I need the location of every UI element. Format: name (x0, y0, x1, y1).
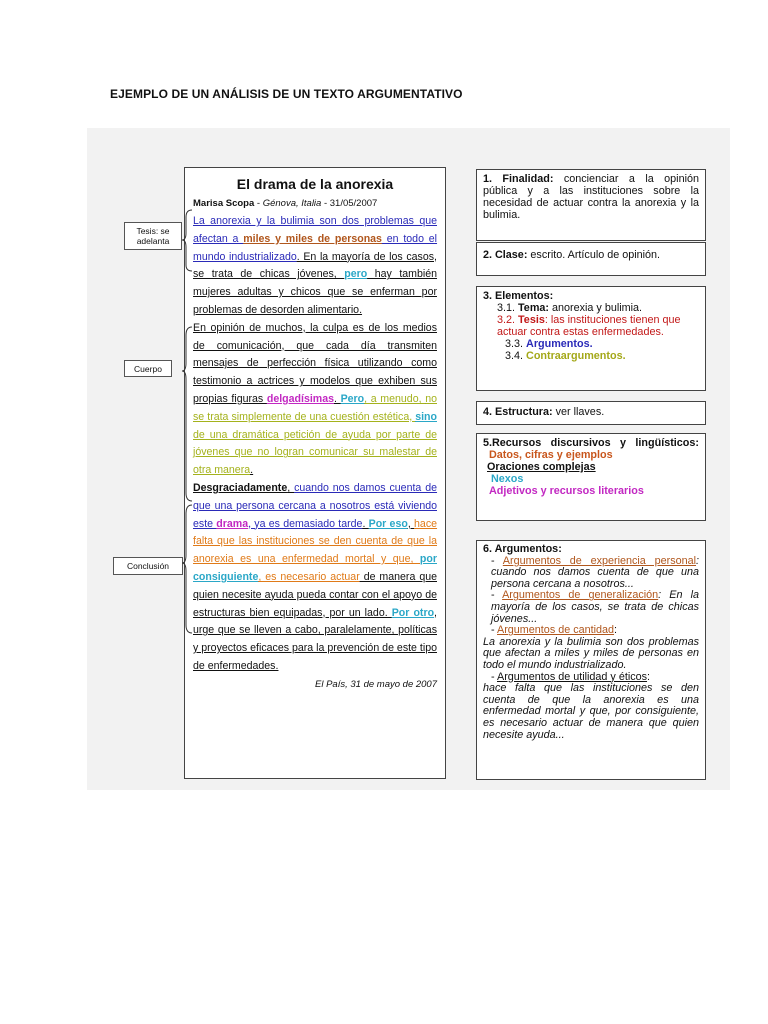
nexo-sino: sino (415, 410, 437, 423)
experiencia-segment: cuando nos damos cuenta de que una persona cercana a nosotros está viviendo este (193, 481, 438, 530)
article-location: Génova, Italia (262, 198, 322, 209)
article-author: Marisa Scopa (193, 198, 255, 209)
tesis-segment: La anorexia y la bulimia son dos problemas que afectan a (193, 215, 437, 245)
argumentos-title: 6. Argumentos: (483, 543, 562, 555)
box-argumentos (476, 540, 706, 780)
document-title: EJEMPLO DE UN ANÁLISIS DE UN TEXTO ARGUMENTATIVO (110, 87, 463, 101)
brace-conclusion (182, 505, 192, 633)
body-text: . (275, 659, 279, 672)
recursos-label: 5.Recursos discursivos y lingüísticos: (483, 437, 699, 449)
nexo-por-consiguiente: por consiguiente (193, 553, 437, 583)
box-recursos (476, 433, 706, 521)
finalidad-text: concienciar a la opinión pública y a las instituciones sobre la necesidad de actuar contra la anorexia y la bulimia. (483, 173, 699, 221)
tema-num: 3.1. (497, 302, 519, 314)
body-text: hay también mujeres adultas y chicos que se enferman por problemas de desorden alimentario. (193, 268, 438, 316)
nexo-pero-2: Pero (340, 392, 365, 405)
body-text: , (287, 481, 295, 494)
source-name: El País (314, 678, 346, 690)
recurso-nexos: Nexos (491, 473, 524, 485)
body-text: , a menudo, (364, 392, 426, 405)
argumentos-num: 3.3. (505, 338, 527, 350)
article-date: - 31/05/2007 (321, 198, 378, 209)
article-body (193, 213, 437, 676)
recurso-oraciones: Oraciones complejas (487, 461, 596, 473)
estructura-text: ver llaves. (552, 406, 605, 418)
arg-utilidad: - Argumentos de utilidad y éticos: (491, 670, 651, 683)
byline-separator: - (254, 198, 263, 209)
arg-generalizacion: - Argumentos de generalización: En la mayoría de los casos, se trata de chicas jóvenes... (491, 589, 699, 625)
body-text: , (407, 517, 415, 530)
clase-text: escrito. Artículo de opinión. (527, 249, 661, 261)
etico-segment: hace falta que las instituciones se den cuenta de que la anorexia es una enfermedad mortal y que, (193, 517, 438, 566)
label-tesis: Tesis: se adelanta (124, 222, 182, 250)
arg-cantidad-text: La anorexia y la bulimia son dos problemas que afectan a miles y miles de personas en todo el mundo industrializado. (483, 635, 699, 671)
box-estructura (476, 401, 706, 425)
box-finalidad (476, 169, 706, 241)
article-source (193, 679, 437, 690)
etico-segment-end: , es necesario actuar (258, 570, 360, 583)
recurso-adjetivos: Adjetivos y recursos literarios (489, 485, 644, 497)
article-headline: El drama de la anorexia (236, 176, 394, 192)
nexo-por-otro: Por otro (391, 606, 435, 619)
recurso-datos: Datos, cifras y ejemplos (489, 449, 613, 461)
olive-segment: no se trata simplemente de una cuestión estética, (193, 392, 437, 423)
estructura-label: 4. Estructura: (483, 406, 553, 418)
body-text: En opinión de muchos, la culpa es de los medios de comunicación, que cada día transmiten mensajes de perfección física utilizando como testimonio a actrices y modelos que exhiben sus propias figuras (193, 321, 437, 405)
elementos-label: 3. Elementos: (483, 290, 554, 302)
body-text: . (250, 464, 254, 477)
article-box (184, 167, 446, 779)
tesis-label: Tesis (518, 314, 545, 326)
body-text: . En la mayoría de los casos, se trata de chicas jóvenes, (193, 250, 437, 281)
label-cuerpo: Cuerpo (124, 360, 172, 377)
nexo-por-eso: Por eso (368, 517, 408, 530)
brace-tesis (182, 210, 192, 271)
brace-cuerpo (182, 327, 192, 501)
olive-segment-end: de una dramática petición de ayuda por parte de jóvenes que no logran comunicar su malestar de otra manera (193, 428, 437, 477)
contra-text: Contraargumentos. (526, 350, 626, 362)
source-date: , 31 de mayo de 2007 (345, 678, 437, 690)
nexo-pero: pero (344, 268, 368, 281)
body-text: de manera que quien necesite ayuda pueda contar con el apoyo de estructuras bien equipadas, por un lado. (193, 570, 437, 619)
label-conclusion: Conclusión (113, 557, 183, 575)
box-clase (476, 242, 706, 276)
arg-cantidad: - Argumentos de cantidad: (491, 624, 618, 637)
tesis-text: : las instituciones tienen que actuar contra estas enfermedades. (497, 314, 681, 338)
argumentos-text: Argumentos. (526, 338, 593, 350)
contra-num: 3.4. (505, 350, 527, 362)
arg-experiencia: - Argumentos de experiencia personal: cuando nos damos cuenta de que una persona cercana a nosotros... (491, 554, 700, 590)
tema-text: anorexia y bulimia. (549, 302, 643, 314)
body-text: . (362, 517, 369, 530)
adjetivo-drama: drama (216, 517, 249, 530)
article-byline (193, 198, 437, 209)
arg-utilidad-text: hace falta que las instituciones se den cuenta de que la anorexia es una enfermedad mortal y que, por consiguiente, es necesario actuar de manera que quien necesite ayuda... (483, 682, 699, 741)
experiencia-segment-end: , ya es demasiado tarde (248, 517, 363, 530)
tesis-segment-end: en todo el mundo industrializado (193, 232, 438, 263)
body-text: , urge que se lleven a cabo, paralelamente, políticas y proyectos eficaces para la prevención de este tipo de enfermedades (193, 606, 437, 672)
adjetivo-delgadisimas: delgadísimas (266, 392, 334, 405)
clase-label: 2. Clase: (483, 249, 528, 261)
structure-braces (181, 205, 193, 635)
cantidad-segment: miles y miles de personas (243, 232, 382, 245)
body-text: . (333, 392, 341, 405)
body-text: Desgraciadamente (193, 481, 288, 494)
box-elementos (476, 286, 706, 391)
finalidad-label: 1. Finalidad: (483, 173, 554, 185)
tesis-num: 3.2. (497, 314, 519, 326)
tema-label: Tema: (518, 302, 550, 314)
